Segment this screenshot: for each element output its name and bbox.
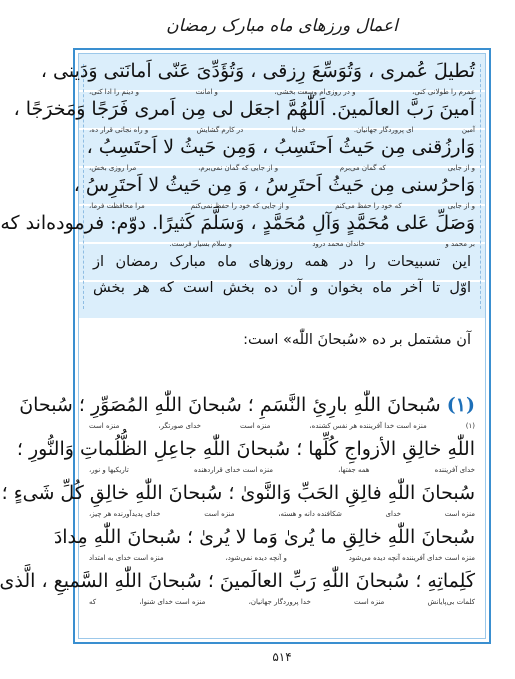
translation-segment: و راه نجاتی قرار ده، <box>89 126 149 134</box>
margin-line-right <box>480 64 481 309</box>
translation-segment: و از جایی <box>447 164 475 172</box>
translation-segment: منزه است خدای آفریننده آنچه دیده می‌شود <box>348 554 475 562</box>
translation-line <box>89 163 475 173</box>
arabic-text <box>19 394 475 416</box>
translation-segment: منزه است خدا آفریننده هر نفس کشنده، <box>309 422 427 430</box>
translation-segment: منزه است خدای به امتداد <box>89 554 164 562</box>
header-title: اعمال ورزهای ماه مبارک رمضان <box>166 16 398 36</box>
translation-segment: (۱) <box>465 422 475 430</box>
arabic-text: سُبحانَ اللّٰهِ فالِقِ الحَبِّ وَالنَّویٰ ؛ سُبحانَ اللّٰهِ خالِقِ کُلِّ شَیءٍ ؛ <box>1 482 475 504</box>
translation-segment: منزه است <box>240 422 271 430</box>
arabic-text: آمینَ رَبَّ العالَمینَ. اَللّٰهُمَّ اجعَل لی مِن اَمری فَرَجًا وَمَخرَجًا ، <box>13 98 475 120</box>
translation-segment: آمین <box>461 126 475 134</box>
translation-segment: خدای صورتگر، <box>158 422 201 430</box>
translation-segment: مرا محافظت فرما، <box>89 202 145 210</box>
translation-segment: منزه است <box>89 422 120 430</box>
arabic-text: سُبحانَ اللّٰهِ خالِقِ ما یُریٰ وَما لا یُریٰ ؛ سُبحانَ اللّٰهِ مِدادَ <box>53 526 475 548</box>
translation-segment: منزه است <box>444 510 475 518</box>
translation-line <box>89 125 475 135</box>
translation-segment: تاریکیها و نور، <box>89 466 129 474</box>
arabic-text: وَصَلِّ عَلی مُحَمَّدٍ وَآلِ مُحَمَّدٍ ، وَسَلَّمَ کَثیرًا. دوّم: فرموده‌اند که <box>0 212 475 234</box>
arabic-text: کَلِماتِهِ ؛ سُبحانَ اللّٰهِ رَبِّ العالَمینَ ؛ سُبحانَ اللّٰهِ السَّمیعِ ، الَّذی <box>0 570 475 592</box>
translation-segment: خاندان محمد درود <box>312 240 365 248</box>
translation-segment: همه جفتها، <box>338 466 370 474</box>
content-frame <box>0 48 491 644</box>
arabic-text: وَارزُقنی مِن حَیثُ اَحتَسِبُ ، وَمِن حَیثُ لا اَحتَسِبُ ، <box>86 136 475 158</box>
translation-segment: در کارم گشایش <box>196 126 244 134</box>
translation-line <box>89 553 475 563</box>
translation-line <box>89 597 475 607</box>
translation-segment: منزه است <box>354 598 385 606</box>
translation-segment: منزه است خدای قراردهنده <box>193 466 273 474</box>
translation-segment: منزه است <box>204 510 235 518</box>
paragraph-line: آن مشتمل بر ده «سُبحانَ اللّٰه» است: <box>243 332 471 348</box>
page-header <box>49 8 515 44</box>
paragraph-line: این تسبیحات را در همه روزهای ماه مبارک رمضان از <box>93 254 471 270</box>
translation-segment: خدا پروردگار جهانیان، <box>248 598 311 606</box>
translation-segment: منزه است خدای شنوا، <box>139 598 206 606</box>
translation-segment: خدای <box>385 510 401 518</box>
translation-segment: عمرم را طولانی کنی، <box>412 88 475 96</box>
translation-line <box>89 509 475 519</box>
translation-segment: و امانت <box>195 88 218 96</box>
translation-segment: که خود را حفظ می‌کنم <box>335 202 402 210</box>
section-marker: (۱) <box>446 394 475 416</box>
translation-segment: خدایا <box>291 126 306 134</box>
arabic-text: تُطیلَ عُمری ، وَتُوَسِّعَ رِزقی ، وَتُؤَدِّیَ عَنّی اَمانَتی وَدَینی ، <box>40 60 475 82</box>
translation-segment: و آنچه دیده نمی‌شود، <box>225 554 287 562</box>
translation-line <box>89 465 475 475</box>
translation-segment: خدای آفریننده <box>434 466 475 474</box>
translation-segment: و از جایی <box>447 202 475 210</box>
inner-frame <box>0 53 486 639</box>
translation-line <box>89 239 475 249</box>
translation-segment: و از جایی که گمان نمی‌برم، <box>198 164 279 172</box>
translation-line <box>89 421 475 431</box>
arabic-text: اللّٰهِ خالِقِ الأزواجِ کُلِّها ؛ سُبحانَ اللّٰهِ جاعِلِ الظُّلُماتِ وَالنُّورِ ؛ <box>16 438 475 460</box>
arabic-text: وَاحرُسنی مِن حَیثُ اَحتَرِسُ ، وَ مِن حَیثُ لا اَحتَرِسُ ، <box>73 174 475 196</box>
translation-segment: مرا روزی بخش، <box>89 164 137 172</box>
translation-segment: و از جایی که خود را حفظ نمی‌کنم <box>190 202 290 210</box>
prayer-band <box>0 54 485 319</box>
paragraph-line: اوّل تا آخر ماه بخوان و آن ده بخش است که هر بخش <box>93 280 471 296</box>
arabic-segment: سُبحانَ اللّٰهِ بارِئِ النَّسَمِ ؛ سُبحانَ اللّٰهِ المُصَوِّرِ ؛ سُبحانَ <box>19 394 441 416</box>
translation-segment: که <box>89 598 97 606</box>
translation-segment: ای پروردگار جهانیان. <box>353 126 414 134</box>
page-number: ۵۱۴ <box>272 650 292 664</box>
translation-segment: و سلام بسیار فرست. <box>169 240 232 248</box>
translation-segment: کلمات بی‌پایانش <box>427 598 475 606</box>
translation-line <box>89 87 475 97</box>
translation-segment: و دینم را ادا کنی، <box>89 88 139 96</box>
translation-segment: و در روزی‌ام وسعت بخشی، <box>274 88 356 96</box>
translation-segment: خدای پدیدآورنده هر چیز، <box>89 510 161 518</box>
translation-line <box>89 201 475 211</box>
translation-segment: بر محمد و <box>445 240 475 248</box>
translation-segment: که گمان می‌برم <box>339 164 386 172</box>
translation-segment: شکافنده دانه و هسته، <box>278 510 342 518</box>
